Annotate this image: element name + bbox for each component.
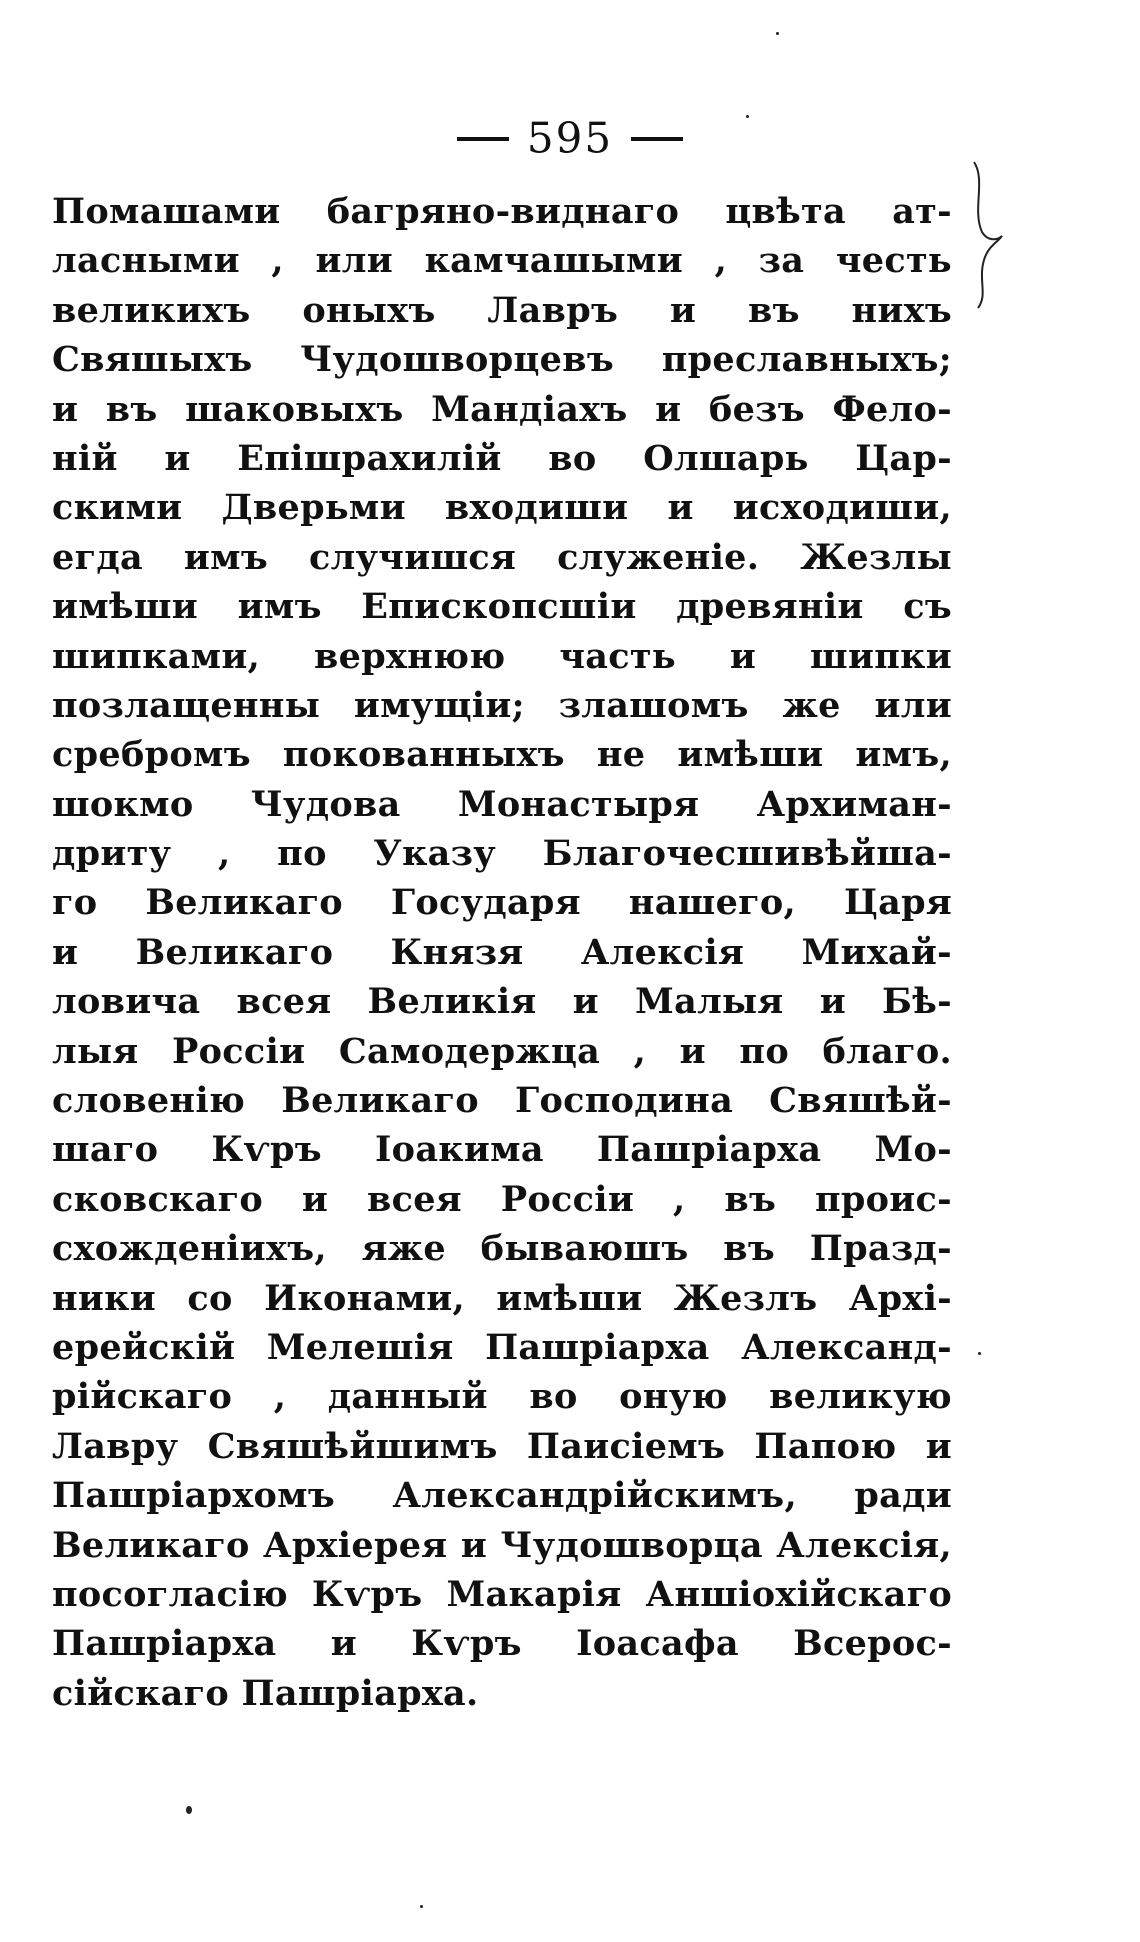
text-line: Лавру Свяшѣйшимъ Паисіемъ Папою и	[52, 1425, 952, 1467]
bracket-icon	[968, 160, 1008, 310]
text-line: великихъ оныхъ Лавръ и въ нихъ	[52, 289, 952, 331]
text-line: имѣши имъ Епископсшіи древяніи съ	[52, 586, 952, 628]
text-line: ловича всея Великія и Малыя и Бѣ-	[52, 981, 952, 1023]
text-line: ласными , или камчашыми , за честь	[52, 240, 952, 282]
text-line: позлащенны имущіи; злашомъ же или	[52, 684, 952, 726]
header-dash-left	[457, 137, 509, 141]
text-line: сребромъ покованныхъ не имѣши имъ,	[52, 734, 952, 776]
header-dash-right	[631, 137, 683, 141]
page-number: 595	[526, 113, 614, 163]
text-line: схожденіихъ, яже бываюшъ въ Празд-	[52, 1228, 952, 1270]
text-line: шокмо Чудова Монастыря Архиман-	[52, 783, 952, 825]
text-line: словенію Великаго Господина Свяшѣй-	[52, 1080, 952, 1122]
body-text	[52, 187, 952, 1718]
text-line: ники со Иконами, имѣши Жезлъ Архі-	[52, 1277, 952, 1319]
page-header	[0, 108, 1140, 167]
ink-speck	[776, 32, 779, 35]
text-line: ній и Епішрахилій во Олшарь Цар-	[52, 437, 952, 479]
text-line: ерейскій Мелешія Пашріарха Александ-	[52, 1326, 952, 1368]
text-line: го Великаго Государя нашего, Царя	[52, 882, 952, 924]
text-line: и въ шаковыхъ Мандіахъ и безъ Фело-	[52, 388, 952, 430]
text-line: Пашріархомъ Александрійскимъ, ради	[52, 1475, 952, 1517]
text-line: сійскаго Пашріарха.	[52, 1672, 479, 1714]
text-line: сковскаго и всея Россіи , въ проис-	[52, 1178, 952, 1220]
text-line: лыя Россіи Самодержца , и по благо.	[52, 1030, 952, 1072]
ink-speck	[978, 1352, 981, 1355]
text-line: Помашами багряно-виднаго цвѣта ат-	[52, 191, 952, 232]
text-line: Пашріарха и Кѵръ Іоасафа Всерос-	[52, 1623, 952, 1665]
text-line: рійскаго , данный во оную великую	[52, 1376, 952, 1418]
text-line: Свяшыхъ Чудошворцевъ преславныхъ;	[52, 339, 952, 381]
margin-bracket-mark	[968, 160, 1008, 310]
ink-speck	[186, 1806, 192, 1814]
text-line: шаго Кѵръ Іоакима Пашріарха Мо-	[52, 1129, 952, 1171]
text-line: скими Дверьми входиши и исходиши,	[52, 487, 952, 529]
text-line: Великаго Архіерея и Чудошворца Алексія,	[52, 1524, 952, 1566]
ink-speck	[420, 1905, 423, 1908]
text-line: шипками, верхнюю часть и шипки	[52, 635, 952, 677]
text-line: посогласію Кѵръ Макарія Аншіохійскаго	[52, 1573, 952, 1615]
text-line: и Великаго Князя Алексія Михай-	[52, 931, 952, 973]
text-line: дриту , по Указу Благочесшивѣйша-	[52, 833, 952, 875]
ink-speck	[746, 115, 749, 118]
text-line: егда имъ случишся служеніе. Жезлы	[52, 536, 952, 578]
